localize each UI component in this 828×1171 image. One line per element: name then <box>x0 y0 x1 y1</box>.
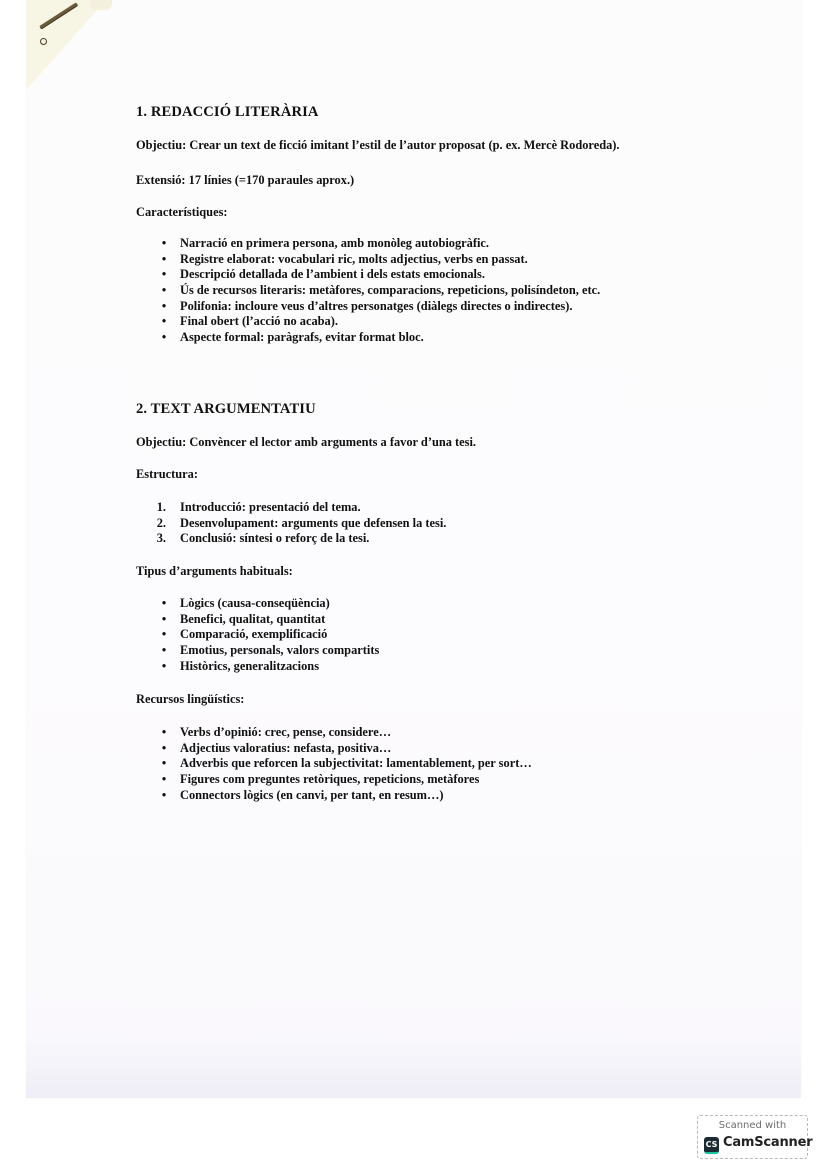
staple-end-icon <box>40 38 47 45</box>
bullet-icon: • <box>161 643 167 658</box>
bullet-icon: • <box>161 772 167 787</box>
camscanner-logo-icon: CS <box>704 1137 719 1154</box>
bullet-icon: • <box>161 787 167 802</box>
bullet-icon: • <box>161 236 167 250</box>
bullet-icon: • <box>161 251 167 266</box>
bullet-icon: • <box>161 658 167 673</box>
bullet-icon: • <box>161 740 167 755</box>
objective-text: Objectiu: Crear un text de ficció imitant l’estil de l’autor proposat (p. ex. Mercè Rodoreda). <box>136 138 620 152</box>
list-number: 1. <box>156 500 166 514</box>
bullet-icon: • <box>161 725 167 739</box>
bullet-icon: • <box>161 314 167 329</box>
argument-types-label: Tipus d’arguments habituals: <box>136 564 293 578</box>
bullet-icon: • <box>161 627 167 642</box>
objective-text: Objectiu: Convèncer el lector amb arguments a favor d’una tesi. <box>136 435 477 449</box>
camscanner-watermark <box>697 1115 813 1159</box>
structure-label: Estructura: <box>136 467 198 481</box>
scanned-with-label: Scanned with <box>718 1120 787 1131</box>
camscanner-brand: CamScanner <box>723 1135 813 1150</box>
bullet-icon: • <box>161 267 167 282</box>
scanned-page <box>26 0 801 1098</box>
section-heading-argumentatiu: 2. TEXT ARGUMENTATIU <box>136 401 316 417</box>
bullet-icon: • <box>161 283 167 298</box>
folded-corner <box>26 0 106 90</box>
list-number: 2. <box>156 515 166 530</box>
bullet-icon: • <box>161 756 167 771</box>
features-label: Característiques: <box>136 205 228 219</box>
bullet-icon: • <box>161 611 167 626</box>
bullet-icon: • <box>161 298 167 313</box>
page-shadow <box>26 1038 801 1098</box>
folded-corner-tip <box>90 0 112 10</box>
bullet-icon: • <box>161 330 167 345</box>
section-heading-redaccio: 1. REDACCIÓ LITERÀRIA <box>136 104 319 120</box>
bullet-icon: • <box>161 596 167 610</box>
list-number: 3. <box>156 531 166 546</box>
linguistic-resources-label: Recursos lingüístics: <box>136 692 245 706</box>
extension-text: Extensió: 17 línies (=170 paraules aprox.) <box>136 173 355 187</box>
